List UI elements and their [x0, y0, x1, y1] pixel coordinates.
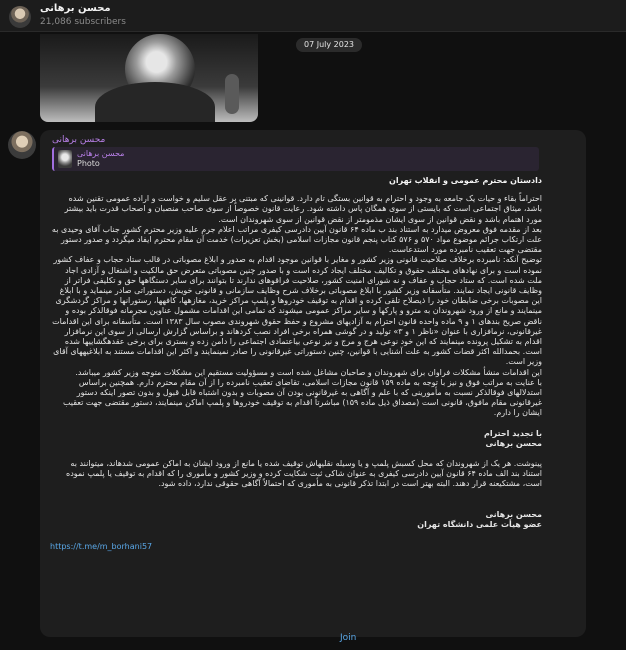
footer-name: محسن برهانی — [485, 509, 542, 519]
message-heading: دادستان محترم عمومی و انقلاب تهران — [389, 176, 542, 185]
signature: محسن برهانی — [485, 438, 542, 448]
footer-title: عضو هیأت علمی دانشگاه تهران — [417, 519, 542, 529]
reply-photo-thumbnail — [58, 150, 72, 168]
channel-title: محسن برهانی — [40, 3, 111, 14]
channel-link[interactable]: https://t.me/m_borhani57 — [50, 542, 153, 552]
photo-microphone — [225, 74, 239, 114]
photo-suit — [95, 82, 215, 122]
previous-message-photo[interactable] — [40, 34, 258, 122]
message-bubble — [40, 130, 586, 637]
reply-preview[interactable] — [52, 147, 539, 171]
date-divider: 07 July 2023 — [296, 38, 362, 52]
reply-author: محسن برهانی — [77, 149, 125, 158]
channel-avatar[interactable] — [9, 6, 31, 28]
paragraph-3: توضیح آنکه: نامبرده برخلاف صلاحیت قانونی وزیر کشور و مغایر با قوانین موجود اقدام به صدور و ابلاغ مصوباتی در قالب ستاد حجاب و عفاف کشور نموده است و برای نهادهای مختلف حقوق و تکالیف مختلف ایجاد کرده است و با صدور چنین مصوباتی متعرض حق مالکیت و اشتغال و آزادی اجاد ملت شده است. که ستاد حجاب و عفاف و نه شورای امنیت کشور، صلاحیت فراقوهای ندارند تا بتوانند برای سایر دستگاهها حق و تکلیفی فراتر از وظایف قانونی ایجاد نمایند. متأسفانه وزیر کشور با ابلاغ مصوباتی برخلاف شرح وظایف سازمانی و قانونی خویش، دستوراتی صادر مینماید و با ابلاغ این مصوبات برخی ضابطان خود را ذیصلاح تلقی کرده و اقدام به توقیف خودروها و پلمپ مراکز خرید، مغازهها، کافهها، رستورانها و مراکز گردشگری مینمایند و مانع از ورود شهروندان به مترو و پارکها و سایر مراکز عمومی میشوند که تمامی این اقدامات مشمول عناوین مجرمانه فوقالذکر بوده و ناقض صریح بندهای ۱ و ۹ ماده واحده قانون احترام به آزادیهای مشروع و حفظ حقوق شهروندی مصوب سال ۱۳۸۳ است. متأسفانه برای این اقدامات غیرقانونی، نرمافزاری با عنوان «ناظر ۱ و ۳» تولید و در گوشی همراه برخی افراد نصب کردهاند و براساس گزارش ارسالی از سوی این نرمافزار اقدام به تشکیل پرونده مینمایند که این خود نوعی هرج و مرج و نیز نوعی بیاعتمادی اجتماعی را دامن زده و بستری برای برخی عقدهگشاییها شده است. بحمدالله اکثر قضات کشور به علت آشنایی با قوانین، چنین دستوراتی غیرقانونی را صادر نمینمایند و اکثر این اقدامات مستند به ابلاغیههای آقای وزیر است. — [52, 255, 542, 367]
author-avatar[interactable] — [8, 131, 36, 159]
reply-type: Photo — [77, 159, 100, 168]
message-text — [50, 176, 542, 552]
message-author[interactable]: محسن برهانی — [52, 135, 106, 145]
paragraph-2: بعد از مقدمه فوق معروض میدارد به استناد بند ب ماده ۶۴ قانون آیین دادرسی کیفری مراتب اعلام جرم علیه وزیر محترم کشور جناب آقای وحیدی به علت ارتکاب جرائم موضوع مواد ۵۷۰ و ۵۷۶ کتاب پنجم قانون مجازات اسلامی (بخش تعزیرات) خدمت آن مقام محترم ایفاد میگردد و صدور دستور مقتضی جهت تعقیب نامبرده مورد استدعاست. — [51, 224, 542, 255]
channel-header[interactable] — [0, 0, 626, 32]
paragraph-5: با عنایت به مراتب فوق و نیز با توجه به ماده ۱۵۹ قانون مجازات اسلامی، تقاضای تعقیب نامبرده را از آن مقام محترم دارم. همچنین براساس استدلالهای فوقالذکر نسبت به مأمورینی که با علم و آگاهی به غیرقانونی بودن آن مصوبات و بدون اشتباه قابل قبول و بدون تصور اینکه دستور غیرقانونی مقام مافوق، قانونی است (مصداق ذیل ماده ۱۵۹) مباشرتاً اقدام به توقیف خودروها و پلمپ اماکن مینمایند، دستور مقتضی جهت تعقیب ایشان را دارم. — [62, 377, 542, 418]
postscript: پینوشت. هر یک از شهروندان که محل کسبش پلمپ و یا وسیله نقلیهاش توقیف شده یا مانع از ورود ایشان به اماکن عمومی شدهاند، میتوانند به استناد بند الف ماده ۶۴ قانون آیین دادرسی کیفری به عنوان شاکی ثبت شکایت کرده و وزیر کشور و مأموری را که اقدام به توقیف یا پلمپ نموده است، مشتکیعنه قرار دهند. البته بهتر است در ابتدا تذکر قانونی به مأموری که احتمالاً آگاهی حقوقی ندارد، داده شود. — [66, 459, 542, 489]
subscriber-count: 21,086 subscribers — [40, 17, 126, 27]
join-button[interactable]: Join — [340, 633, 357, 643]
closing-line: با تجدید احترام — [484, 428, 542, 438]
paragraph-1: احتراماً بقاء و حیات یک جامعه به وجود و احترام به قوانین بستگی تام دارد. قوانینی که مبتنی بر عقل سلیم و خواست و اراده عمومی تقنین شده باشد، میثاق اجتماعی است که بایستی از سوی همگان پاس داشته شود. رعایت قانون خصوصاً از سوی صاحب منصبان و اصحاب قدرت باید بیشتر مورد اهتمام باشد و نقض قوانین از سوی ایشان مذمومتر از نقض قوانین از سوی شهروندان است. — [64, 194, 542, 224]
paragraph-4: این اقدامات منشأ مشکلات فراوان برای شهروندان و صاحبان مشاغل شده است و مسؤولیت مستقیم این مشکلات متوجه وزیر کشور میباشد. — [75, 367, 542, 377]
